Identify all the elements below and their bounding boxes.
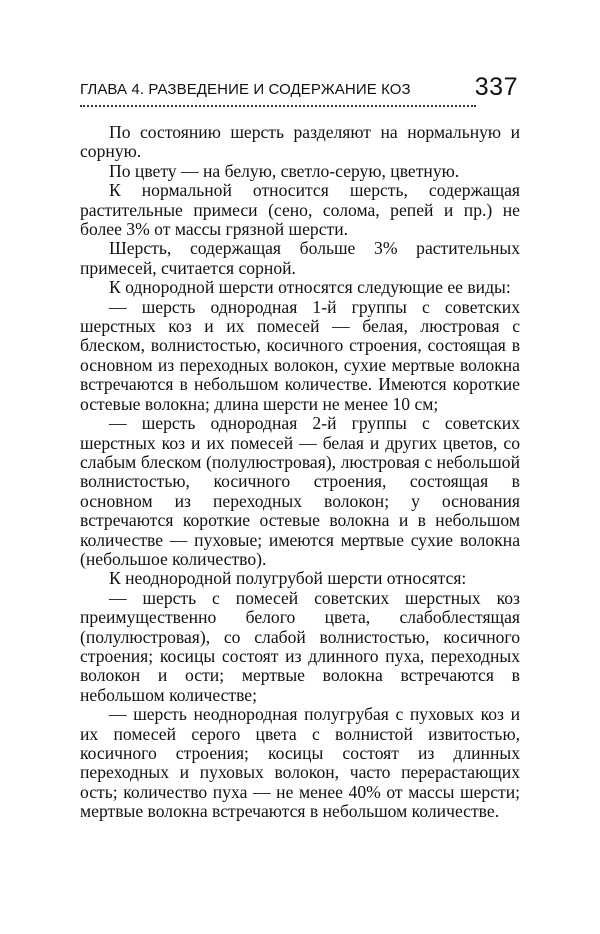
- paragraph: По цвету — на белую, светло-серую, цветную.: [109, 160, 460, 181]
- running-header: [80, 70, 520, 104]
- paragraph: Шерсть, содержащая больше 3% растительных примесей, считается сорной.: [80, 238, 520, 278]
- paragraph: По состоянию шерсть разделяют на нормальную и сорную.: [80, 122, 520, 162]
- chapter-title: ГЛАВА 4. РАЗВЕДЕНИЕ И СОДЕРЖАНИЕ КОЗ: [80, 81, 411, 98]
- list-item: — шерсть однородная 2-й группы с советских шерстных коз и их помесей — белая и других цветов, со слабым блеском (полулюстровая), люстровая с небольшой волнистостью, косичного строения, состоящая в основном из переходных волокон; у основания встречаются короткие остевые волокна и в небольшом количестве — пуховые; имеются мертвые сухие волокна (небольшое количество).: [80, 413, 520, 569]
- list-item: — шерсть с помесей советских шерстных коз преимущественно белого цвета, слабоблестящая (полулюстровая), со слабой волнистостью, косичного строения; косицы состоят из длинного пуха, переходных волокон и ости; мертвые волокна встречаются в небольшом количестве;: [80, 587, 520, 705]
- paragraph: К однородной шерсти относятся следующие ее виды:: [109, 277, 511, 298]
- list-item: — шерсть однородная 1-й группы с советских шерстных коз и их помесей — белая, люстровая с блеском, волнистостью, косичного строения, состоящая в основном из переходных волокон, сухие мертвые волокна встречаются в небольшом количестве. Имеются короткие остевые волокна; длина шерсти не менее 10 см;: [80, 296, 520, 414]
- body-text: [80, 123, 520, 822]
- header-rule: [80, 105, 476, 107]
- paragraph: К нормальной относится шерсть, содержащая растительные примеси (сено, солома, репей и пр.) не более 3% от массы грязной шерсти.: [80, 180, 520, 240]
- paragraph: К неоднородной полугрубой шерсти относятся:: [109, 568, 467, 589]
- list-item: — шерсть неоднородная полугрубая с пуховых коз и их помесей серого цвета с волнистой извитостью, косичного строения; косицы состоят из длинных переходных и пуховых волокон, часто перерастающих ость; количество пуха — не менее 40% от массы шерсти; мертвые волокна встречаются в небольшом количестве.: [80, 704, 520, 822]
- page-number: 337: [474, 73, 518, 101]
